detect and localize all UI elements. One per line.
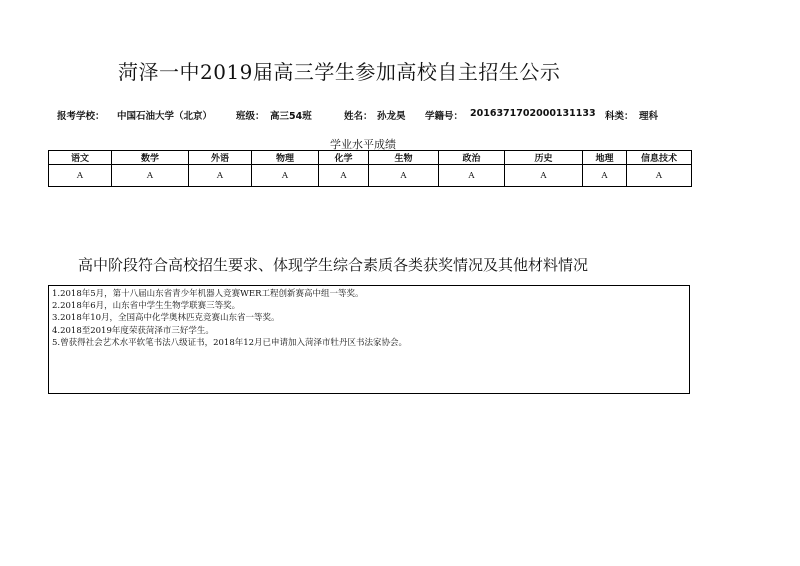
subject-header: 数学 [112, 151, 189, 165]
grade-cell: A [252, 165, 319, 187]
award-item: 4.2018至2019年度荣获菏泽市三好学生。 [52, 325, 214, 336]
awards-section-title: 高中阶段符合高校招生要求、体现学生综合素质各类获奖情况及其他材料情况 [78, 256, 589, 274]
award-item: 2.2018年6月，山东省中学生生物学联赛三等奖。 [52, 301, 241, 312]
page-title: 菏泽一中2019届高三学生参加高校自主招生公示 [118, 60, 561, 84]
grades-section-title: 学业水平成绩 [330, 138, 396, 151]
subject-label: 科类： [605, 111, 634, 122]
class-value: 高三54班 [270, 111, 312, 122]
name-value: 孙龙昊 [377, 111, 406, 122]
award-item: 1.2018年5月，第十八届山东省青少年机器人竞赛WER工程创新赛高中组一等奖。 [52, 289, 364, 299]
class-label: 班级： [236, 111, 265, 122]
name-label: 姓名： [344, 111, 373, 122]
subject-value: 理科 [639, 111, 659, 122]
award-item: 5.曾获得社会艺术水平软笔书法八级证书，2018年12月已申请加入菏泽市牡丹区书法家协会。 [52, 337, 408, 348]
subject-header: 语文 [49, 151, 112, 165]
grade-cell: A [439, 165, 505, 187]
subject-header: 政治 [439, 151, 505, 165]
school-label: 报考学校： [57, 111, 105, 122]
school-value: 中国石油大学（北京） [117, 111, 213, 122]
grade-cell: A [627, 165, 692, 187]
grade-cell: A [505, 165, 583, 187]
id-label: 学籍号： [425, 111, 464, 122]
grade-cell: A [319, 165, 369, 187]
subject-header: 生物 [369, 151, 439, 165]
award-item: 3.2018年10月，全国高中化学奥林匹克竞赛山东省一等奖。 [52, 313, 280, 324]
grades-value-row [49, 165, 692, 187]
subject-header: 历史 [505, 151, 583, 165]
subject-header: 地理 [583, 151, 627, 165]
grade-cell: A [189, 165, 252, 187]
grades-header-row [49, 151, 692, 165]
grade-cell: A [369, 165, 439, 187]
subject-header: 化学 [319, 151, 369, 165]
awards-box [48, 285, 690, 394]
grade-cell: A [49, 165, 112, 187]
subject-header: 信息技术 [627, 151, 692, 165]
id-value: 2016371702000131133 [470, 108, 596, 119]
subject-header: 外语 [189, 151, 252, 165]
subject-header: 物理 [252, 151, 319, 165]
grade-cell: A [112, 165, 189, 187]
grade-cell: A [583, 165, 627, 187]
grades-table [48, 150, 692, 187]
